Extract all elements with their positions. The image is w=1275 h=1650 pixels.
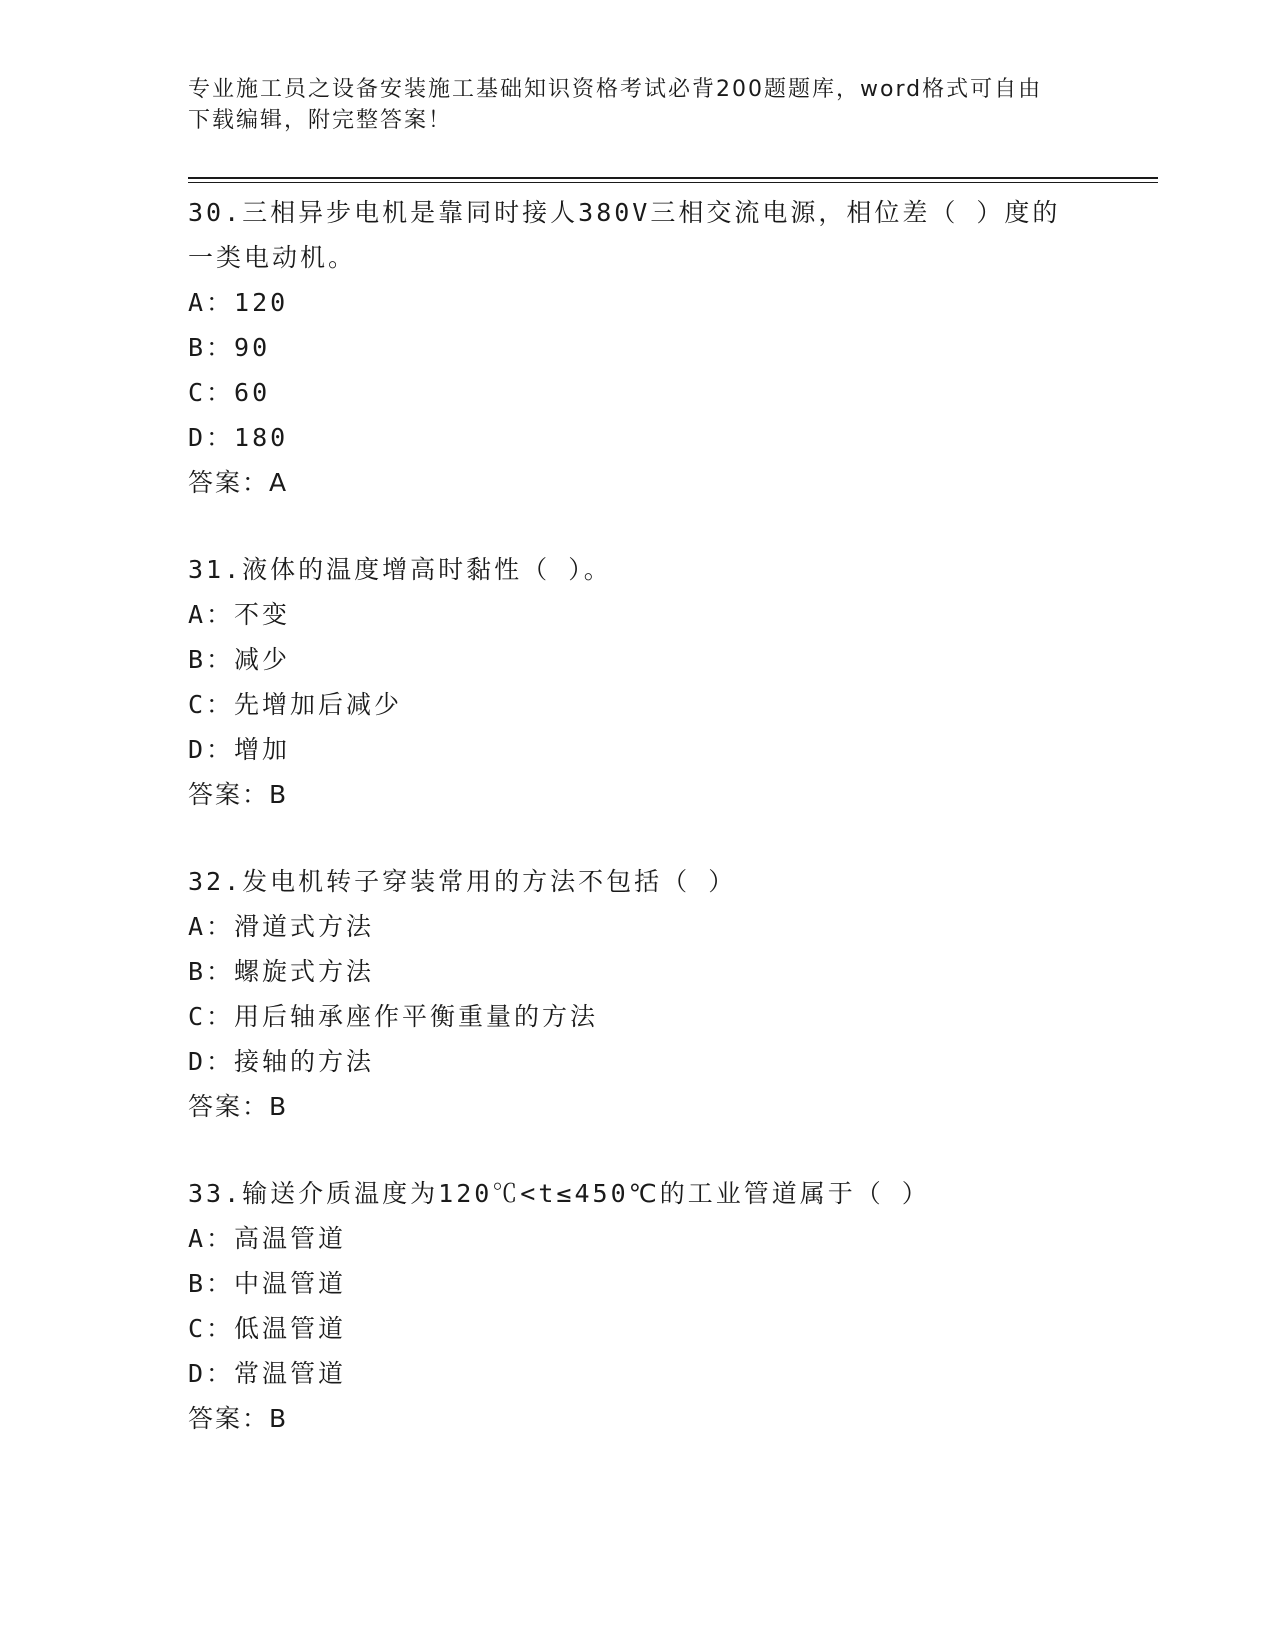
option-a: A：滑道式方法 [188,912,375,941]
question-31 [188,547,1118,817]
option-d: D：增加 [188,735,291,764]
option-c: C：60 [188,378,271,407]
option-a: A：不变 [188,600,291,629]
question-list [188,190,1118,1483]
question-stem: 32.发电机转子穿装常用的方法不包括（ ） [188,867,737,896]
document-header [188,74,1088,136]
question-30 [188,190,1118,505]
option-c: C：低温管道 [188,1314,347,1343]
question-33 [188,1171,1118,1441]
answer: 答案：A [188,468,289,497]
option-c: C：用后轴承座作平衡重量的方法 [188,1002,599,1031]
answer: 答案：B [188,780,289,809]
question-32 [188,859,1118,1129]
option-a: A：高温管道 [188,1224,347,1253]
header-line-2: 下载编辑，附完整答案！ [188,108,453,133]
option-c: C：先增加后减少 [188,690,403,719]
question-stem: 33.输送介质温度为120℃<t≤450℃的工业管道属于（ ） [188,1179,930,1208]
header-divider-thin [188,182,1158,183]
answer: 答案：B [188,1404,289,1433]
option-a: A：120 [188,288,289,317]
option-d: D：接轴的方法 [188,1047,375,1076]
option-b: B：螺旋式方法 [188,957,375,986]
option-b: B：90 [188,333,271,362]
header-line-1: 专业施工员之设备安装施工基础知识资格考试必背200题题库，word格式可自由 [188,77,1043,102]
option-b: B：中温管道 [188,1269,347,1298]
answer: 答案：B [188,1092,289,1121]
option-d: D：180 [188,423,289,452]
question-stem: 30.三相异步电机是靠同时接人380V三相交流电源，相位差（ ）度的 [188,198,1061,227]
question-stem-continued: 一类电动机。 [188,243,357,272]
option-d: D：常温管道 [188,1359,347,1388]
header-divider-thick [188,177,1158,179]
option-b: B：减少 [188,645,291,674]
question-stem: 31.液体的温度增高时黏性（ ）。 [188,555,612,584]
